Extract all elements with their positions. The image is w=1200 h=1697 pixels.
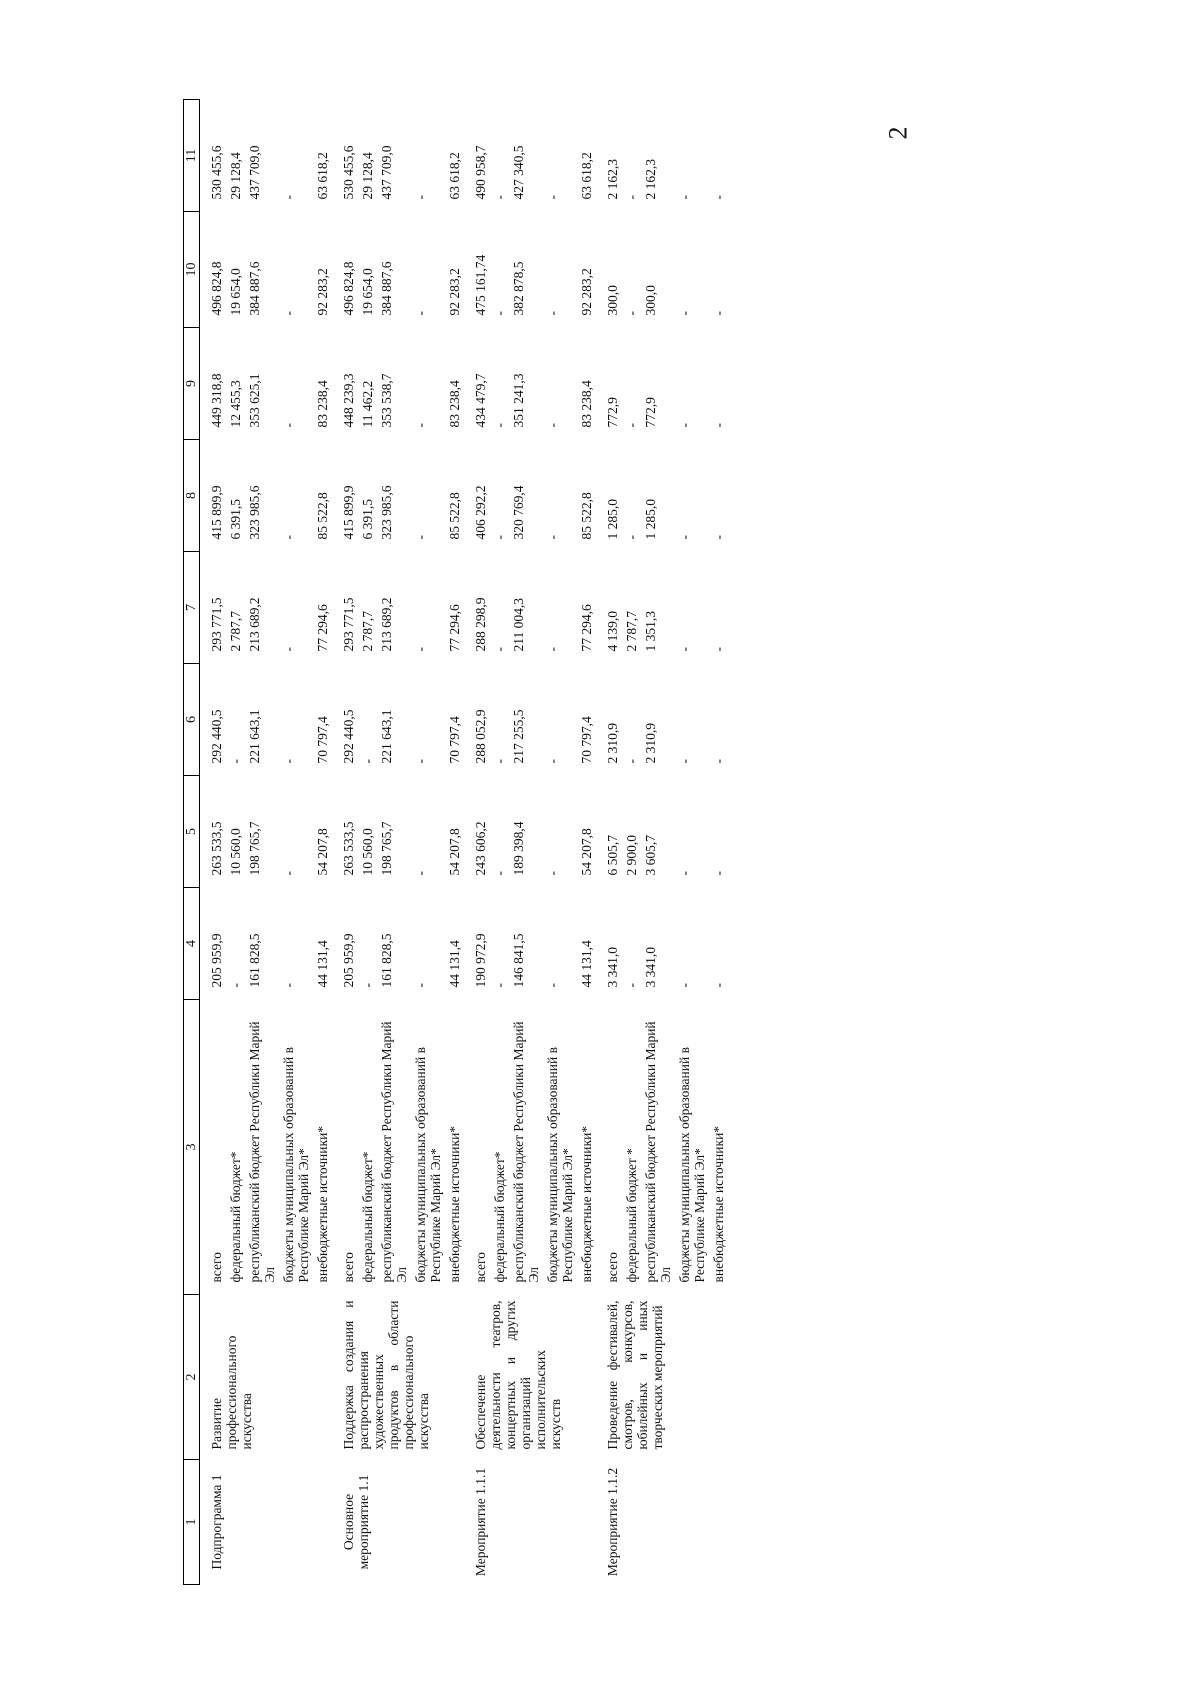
value-cell: 449 318,8	[209, 373, 224, 428]
value-cell: 213 689,2	[379, 597, 394, 652]
funding-source: федеральный бюджет*	[228, 1151, 243, 1283]
value-cell: 44 131,4	[447, 940, 462, 988]
value-cell: -	[281, 647, 296, 652]
value-cell: 2 162,3	[643, 159, 658, 200]
value-cell: 2 787,7	[360, 611, 375, 652]
value-cell: 2 787,7	[228, 611, 243, 652]
program-name: Проведение фестивалей, смотров, конкурсов, юбилейных и иных творческих мероприятий	[605, 1300, 665, 1450]
value-cell: -	[413, 759, 428, 764]
value-cell: 70 797,4	[447, 716, 462, 764]
value-cell: 448 239,3	[341, 373, 356, 428]
value-cell: 11 462,2	[360, 380, 375, 428]
program-code: Основное мероприятие 1.1	[341, 1474, 371, 1570]
column-header-7: 7	[183, 552, 200, 664]
value-cell: -	[413, 647, 428, 652]
value-cell: 85 522,8	[447, 492, 462, 540]
value-cell: -	[545, 871, 560, 876]
value-cell: -	[281, 983, 296, 988]
value-cell: 530 455,6	[341, 145, 356, 200]
value-cell: 77 294,6	[579, 604, 594, 652]
program-name: Развитие профессионального искусства	[209, 1335, 254, 1450]
column-header-9: 9	[183, 328, 200, 440]
value-cell: -	[624, 311, 639, 316]
value-cell: -	[624, 195, 639, 200]
value-cell: 415 899,9	[341, 485, 356, 540]
funding-source: республиканский бюджет Республики Марий Эл	[643, 1021, 673, 1283]
value-cell: -	[711, 647, 726, 652]
value-cell: -	[624, 759, 639, 764]
value-cell: 19 654,0	[360, 268, 375, 316]
value-cell: 353 538,7	[379, 373, 394, 428]
value-cell: 243 606,2	[473, 821, 488, 876]
table-body	[200, 100, 729, 1585]
value-cell: -	[492, 871, 507, 876]
value-cell: 44 131,4	[579, 940, 594, 988]
value-cell: 217 255,5	[511, 709, 526, 764]
column-header-5: 5	[183, 776, 200, 888]
value-cell: -	[492, 311, 507, 316]
page-number: 2	[883, 126, 913, 140]
value-cell: 211 004,3	[511, 598, 526, 652]
value-cell: -	[677, 983, 692, 988]
value-cell: -	[624, 535, 639, 540]
value-cell: 2 310,9	[643, 723, 658, 764]
value-cell: 293 771,5	[341, 597, 356, 652]
value-cell: -	[413, 423, 428, 428]
value-cell: 772,9	[605, 397, 620, 428]
value-cell: 292 440,5	[209, 709, 224, 764]
value-cell: -	[545, 759, 560, 764]
value-cell: -	[677, 871, 692, 876]
value-cell: 475 161,74	[473, 254, 488, 316]
column-header-10: 10	[183, 212, 200, 328]
value-cell: -	[281, 311, 296, 316]
table-row	[200, 100, 227, 1585]
value-cell: 85 522,8	[315, 492, 330, 540]
value-cell: -	[413, 871, 428, 876]
funding-source: федеральный бюджет *	[624, 1148, 639, 1283]
funding-source: всего	[209, 1252, 224, 1283]
value-cell: 161 828,5	[379, 933, 394, 988]
value-cell: 3 605,7	[643, 835, 658, 876]
value-cell: 83 238,4	[579, 380, 594, 428]
value-cell: 77 294,6	[447, 604, 462, 652]
value-cell: 6 391,5	[360, 499, 375, 540]
funding-source: внебюджетные источники*	[315, 1125, 330, 1283]
value-cell: 54 207,8	[447, 828, 462, 876]
value-cell: -	[281, 535, 296, 540]
value-cell: -	[281, 423, 296, 428]
value-cell: 415 899,9	[209, 485, 224, 540]
value-cell: 351 241,3	[511, 373, 526, 428]
column-number-row	[183, 100, 200, 1585]
value-cell: -	[281, 871, 296, 876]
value-cell: -	[492, 535, 507, 540]
value-cell: -	[228, 983, 243, 988]
value-cell: -	[360, 759, 375, 764]
program-name: Поддержка создания и распространения художественных продуктов в области профессионального искусства	[341, 1300, 431, 1450]
value-cell: 1 285,0	[643, 499, 658, 540]
value-cell: 213 689,2	[247, 597, 262, 652]
value-cell: 496 824,8	[341, 261, 356, 316]
value-cell: 198 765,7	[379, 821, 394, 876]
funding-source: всего	[341, 1252, 356, 1283]
program-code: Мероприятие 1.1.2	[605, 1467, 620, 1577]
value-cell: -	[545, 535, 560, 540]
value-cell: 83 238,4	[315, 380, 330, 428]
value-cell: 221 643,1	[379, 709, 394, 764]
value-cell: 54 207,8	[315, 828, 330, 876]
value-cell: 63 618,2	[447, 152, 462, 200]
value-cell: 3 341,0	[605, 947, 620, 988]
value-cell: 323 985,6	[247, 485, 262, 540]
value-cell: 434 479,7	[473, 373, 488, 428]
column-header-11: 11	[183, 100, 200, 212]
value-cell: -	[711, 759, 726, 764]
value-cell: 406 292,2	[473, 485, 488, 540]
value-cell: -	[492, 983, 507, 988]
value-cell: 205 959,9	[209, 933, 224, 988]
value-cell: -	[413, 983, 428, 988]
funding-source: внебюджетные источники*	[579, 1125, 594, 1283]
value-cell: 92 283,2	[315, 268, 330, 316]
value-cell: -	[711, 423, 726, 428]
rotated-page	[183, 100, 923, 1585]
value-cell: 427 340,5	[511, 145, 526, 200]
column-header-8: 8	[183, 440, 200, 552]
column-header-2: 2	[183, 1295, 200, 1460]
value-cell: -	[413, 311, 428, 316]
value-cell: 300,0	[643, 285, 658, 316]
funding-source: бюджеты муниципальных образований в Республике Марий Эл*	[413, 1047, 443, 1283]
value-cell: 2 162,3	[605, 159, 620, 200]
value-cell: -	[281, 759, 296, 764]
value-cell: 1 351,3	[643, 611, 658, 652]
value-cell: 288 052,9	[473, 709, 488, 764]
value-cell: 2 787,7	[624, 611, 639, 652]
value-cell: 10 560,0	[228, 828, 243, 876]
funding-source: республиканский бюджет Республики Марий Эл	[247, 1021, 277, 1283]
value-cell: 263 533,5	[209, 821, 224, 876]
value-cell: 54 207,8	[579, 828, 594, 876]
funding-source: бюджеты муниципальных образований в Республике Марий Эл*	[545, 1047, 575, 1283]
funding-source: федеральный бюджет*	[492, 1151, 507, 1283]
value-cell: 2 310,9	[605, 723, 620, 764]
column-header-4: 4	[183, 888, 200, 1000]
value-cell: -	[677, 423, 692, 428]
funding-source: внебюджетные источники*	[447, 1125, 462, 1283]
value-cell: 293 771,5	[209, 597, 224, 652]
value-cell: 320 769,4	[511, 485, 526, 540]
value-cell: -	[711, 311, 726, 316]
budget-table	[183, 99, 728, 1585]
value-cell: -	[624, 423, 639, 428]
value-cell: 496 824,8	[209, 261, 224, 316]
value-cell: 10 560,0	[360, 828, 375, 876]
value-cell: 29 128,4	[228, 152, 243, 200]
value-cell: -	[624, 983, 639, 988]
value-cell: 29 128,4	[360, 152, 375, 200]
value-cell: 85 522,8	[579, 492, 594, 540]
value-cell: 70 797,4	[579, 716, 594, 764]
value-cell: -	[545, 195, 560, 200]
value-cell: 146 841,5	[511, 933, 526, 988]
value-cell: 189 398,4	[511, 821, 526, 876]
value-cell: 300,0	[605, 285, 620, 316]
program-code: Мероприятие 1.1.1	[473, 1467, 488, 1577]
value-cell: -	[413, 195, 428, 200]
value-cell: 161 828,5	[247, 933, 262, 988]
value-cell: 353 625,1	[247, 373, 262, 428]
value-cell: 1 285,0	[605, 499, 620, 540]
column-header-6: 6	[183, 664, 200, 776]
value-cell: 6 391,5	[228, 499, 243, 540]
value-cell: 221 643,1	[247, 709, 262, 764]
value-cell: -	[545, 983, 560, 988]
value-cell: -	[545, 647, 560, 652]
funding-source: всего	[605, 1252, 620, 1283]
value-cell: -	[228, 759, 243, 764]
value-cell: 44 131,4	[315, 940, 330, 988]
table-row	[464, 100, 490, 1585]
value-cell: -	[677, 759, 692, 764]
funding-source: республиканский бюджет Республики Марий Эл	[511, 1021, 541, 1283]
value-cell: 4 139,0	[605, 611, 620, 652]
funding-source: бюджеты муниципальных образований в Республике Марий Эл*	[677, 1047, 707, 1283]
value-cell: 205 959,9	[341, 933, 356, 988]
value-cell: 323 985,6	[379, 485, 394, 540]
funding-source: федеральный бюджет*	[360, 1151, 375, 1283]
value-cell: -	[677, 311, 692, 316]
value-cell: -	[492, 647, 507, 652]
value-cell: 198 765,7	[247, 821, 262, 876]
value-cell: -	[711, 535, 726, 540]
value-cell: 77 294,6	[315, 604, 330, 652]
value-cell: 3 341,0	[643, 947, 658, 988]
table-row	[596, 100, 622, 1585]
value-cell: -	[360, 983, 375, 988]
program-code: Подпрограмма 1	[209, 1474, 224, 1570]
value-cell: 288 298,9	[473, 597, 488, 652]
value-cell: -	[677, 535, 692, 540]
value-cell: 263 533,5	[341, 821, 356, 876]
value-cell: 530 455,6	[209, 145, 224, 200]
value-cell: -	[711, 983, 726, 988]
column-header-3: 3	[183, 1000, 200, 1295]
value-cell: 92 283,2	[579, 268, 594, 316]
value-cell: -	[492, 195, 507, 200]
value-cell: 490 958,7	[473, 145, 488, 200]
value-cell: -	[711, 871, 726, 876]
value-cell: 63 618,2	[315, 152, 330, 200]
value-cell: -	[711, 195, 726, 200]
funding-source: внебюджетные источники*	[711, 1125, 726, 1283]
value-cell: 19 654,0	[228, 268, 243, 316]
value-cell: -	[281, 195, 296, 200]
funding-source: бюджеты муниципальных образований в Республике Марий Эл*	[281, 1047, 311, 1283]
value-cell: 83 238,4	[447, 380, 462, 428]
value-cell: 6 505,7	[605, 835, 620, 876]
value-cell: -	[545, 311, 560, 316]
value-cell: 437 709,0	[379, 145, 394, 200]
value-cell: -	[492, 423, 507, 428]
value-cell: 12 455,3	[228, 380, 243, 428]
value-cell: 190 972,9	[473, 933, 488, 988]
funding-source: всего	[473, 1252, 488, 1283]
value-cell: -	[677, 195, 692, 200]
value-cell: -	[677, 647, 692, 652]
value-cell: -	[492, 759, 507, 764]
value-cell: 292 440,5	[341, 709, 356, 764]
value-cell: 2 900,0	[624, 835, 639, 876]
funding-source: республиканский бюджет Республики Марий Эл	[379, 1021, 409, 1283]
column-header-1: 1	[183, 1460, 200, 1585]
value-cell: -	[413, 535, 428, 540]
value-cell: 92 283,2	[447, 268, 462, 316]
program-name: Обеспечение деятельности театров, концертных и других организаций исполнительских искусств	[473, 1300, 563, 1450]
value-cell: 384 887,6	[379, 261, 394, 316]
table-row	[332, 100, 358, 1585]
value-cell: 382 878,5	[511, 261, 526, 316]
value-cell: 63 618,2	[579, 152, 594, 200]
value-cell: -	[545, 423, 560, 428]
value-cell: 772,9	[643, 397, 658, 428]
value-cell: 384 887,6	[247, 261, 262, 316]
value-cell: 437 709,0	[247, 145, 262, 200]
value-cell: 70 797,4	[315, 716, 330, 764]
